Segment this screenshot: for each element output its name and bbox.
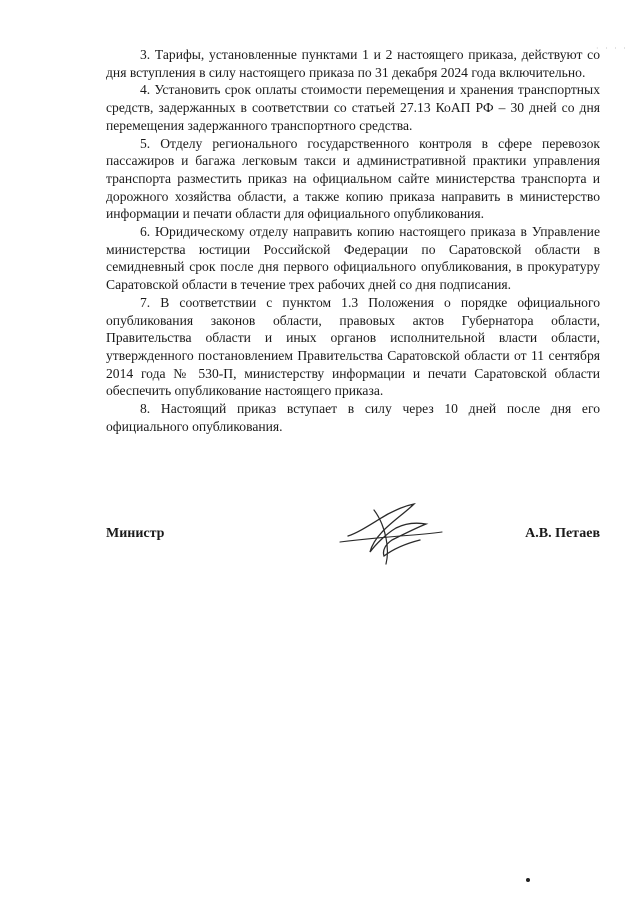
signatory-position: Министр — [106, 526, 165, 541]
paragraph-7: 7. В соответствии с пунктом 1.3 Положения о порядке официального опубликования законов области, правовых актов Губернатора области, Правительства области и иных органов исполнительной власти области, утвержденного постановлением Правительства Саратовской области от 11 сентября 2014 года № 530-П, министерству информации и печати Саратовской области обеспечить опубликование настоящего приказа. — [106, 294, 600, 399]
scan-artifact: · · · · — [596, 44, 628, 53]
scan-speck — [526, 878, 530, 882]
document-body — [106, 46, 600, 435]
paragraph-6: 6. Юридическому отделу направить копию настоящего приказа в Управление министерства юстиции Российской Федерации по Саратовской области в семидневный срок после дня первого официального опубликования, в прокуратуру Саратовской области в течение трех рабочих дней со дня подписания. — [106, 224, 600, 293]
paragraph-4: 4. Установить срок оплаты стоимости перемещения и хранения транспортных средств, задержанных в соответствии со статьей 27.13 КоАП РФ – 30 дней со дня перемещения задержанного транспортного средства. — [106, 82, 600, 133]
paragraph-3: 3. Тарифы, установленные пунктами 1 и 2 настоящего приказа, действуют со дня вступления в силу настоящего приказа по 31 декабря 2024 года включительно. — [106, 47, 600, 80]
handwritten-signature — [330, 492, 450, 572]
paragraph-8: 8. Настоящий приказ вступает в силу через 10 дней после дня его официального опубликования. — [106, 401, 600, 434]
signatory-name: А.В. Петаев — [525, 526, 600, 541]
paragraph-5: 5. Отделу регионального государственного контроля в сфере перевозок пассажиров и багажа легковым такси и административной практики управления транспорта разместить приказ на официальном сайте министерства транспорта и дорожного хозяйства области, а также копию приказа направить в министерство информации и печати области для официального опубликования. — [106, 135, 600, 222]
